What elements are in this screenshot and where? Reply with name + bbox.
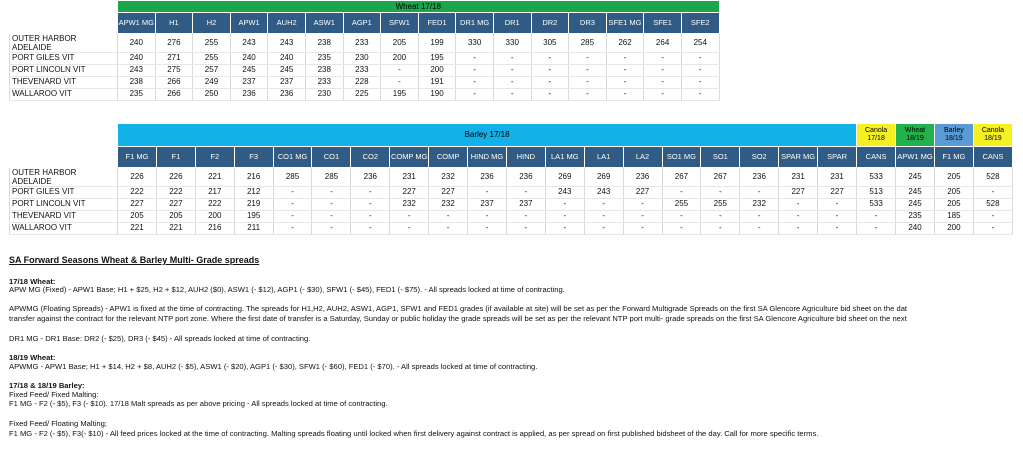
- price-cell: -: [545, 198, 584, 210]
- price-cell: 232: [429, 198, 468, 210]
- barley-col-header: LA1 MG: [545, 147, 584, 168]
- price-cell: -: [456, 64, 494, 76]
- price-cell: -: [493, 52, 531, 64]
- wheat-1819-line: APWMG - APW1 Base; H1 + $14, H2 + $8, AUH2 (- $5), ASW1 (- $20), AGP1 (- $30), SFW1 (- $60), FED1 (- $70). - All spreads locked at time of contracting.: [9, 362, 538, 371]
- canola-1718-title: Canola 17/18: [857, 124, 896, 147]
- price-cell: -: [312, 222, 351, 234]
- price-cell: 243: [584, 186, 623, 198]
- price-cell: 230: [343, 52, 381, 64]
- price-cell: -: [623, 210, 662, 222]
- price-cell: 227: [390, 186, 429, 198]
- price-cell: 235: [118, 88, 156, 100]
- price-cell: -: [381, 64, 419, 76]
- wheat-col-header: H2: [193, 13, 231, 34]
- price-cell: 285: [273, 168, 312, 187]
- price-cell: -: [644, 64, 682, 76]
- price-cell: -: [681, 88, 719, 100]
- price-cell: -: [569, 88, 607, 100]
- site-name: PORT GILES VIT: [10, 52, 118, 64]
- price-cell: -: [381, 76, 419, 88]
- price-cell: 267: [701, 168, 740, 187]
- barley-col-header: CO1: [312, 147, 351, 168]
- table-row: [10, 222, 1013, 234]
- price-cell: 221: [156, 222, 195, 234]
- barley-col-header: COMP MG: [390, 147, 429, 168]
- price-cell: -: [493, 76, 531, 88]
- price-cell: 255: [701, 198, 740, 210]
- price-cell: 528: [973, 198, 1012, 210]
- price-cell: -: [623, 222, 662, 234]
- price-cell: 199: [418, 34, 456, 53]
- price-cell: 200: [934, 222, 973, 234]
- price-cell: -: [584, 198, 623, 210]
- price-cell: 271: [155, 52, 193, 64]
- price-cell: 231: [390, 168, 429, 187]
- table-row: [10, 88, 720, 100]
- barley-heading: 17/18 & 18/19 Barley:: [9, 381, 85, 390]
- price-cell: -: [740, 186, 779, 198]
- wheat-col-header: AUH2: [268, 13, 306, 34]
- price-cell: 205: [934, 168, 973, 187]
- table-row: [10, 186, 1013, 198]
- price-cell: 233: [343, 64, 381, 76]
- price-cell: 205: [934, 198, 973, 210]
- price-cell: -: [531, 76, 569, 88]
- price-cell: -: [468, 210, 507, 222]
- price-cell: 533: [857, 198, 896, 210]
- price-cell: 235: [896, 210, 935, 222]
- price-cell: -: [623, 198, 662, 210]
- notes-title: SA Forward Seasons Wheat & Barley Multi- Grade spreads: [9, 255, 260, 265]
- price-cell: -: [429, 210, 468, 222]
- wheat-1718-line: APW MG (Fixed) - APW1 Base; H1 + $25, H2 + $12, AUH2 ($0), ASW1 (- $12), AGP1 (- $30), SFW1 (- $45), FED1 (- $75). - All spreads locked at time of contracting.: [9, 285, 565, 294]
- price-cell: 276: [155, 34, 193, 53]
- price-cell: -: [273, 198, 312, 210]
- price-cell: 232: [429, 168, 468, 187]
- price-cell: 330: [456, 34, 494, 53]
- price-cell: -: [701, 186, 740, 198]
- price-cell: 221: [195, 168, 234, 187]
- price-cell: -: [545, 222, 584, 234]
- price-cell: -: [662, 210, 701, 222]
- price-cell: -: [456, 88, 494, 100]
- price-cell: 227: [779, 186, 818, 198]
- price-cell: 216: [234, 168, 273, 187]
- price-cell: 216: [195, 222, 234, 234]
- price-cell: 236: [268, 88, 306, 100]
- barley-col-header: COMP: [429, 147, 468, 168]
- price-cell: -: [351, 186, 390, 198]
- barley-col-header: CO1 MG: [273, 147, 312, 168]
- price-cell: 200: [418, 64, 456, 76]
- price-cell: 237: [268, 76, 306, 88]
- price-cell: -: [351, 210, 390, 222]
- wheat-col-header: H1: [155, 13, 193, 34]
- price-cell: 195: [418, 52, 456, 64]
- price-cell: -: [468, 186, 507, 198]
- price-cell: 528: [973, 168, 1012, 187]
- price-cell: -: [312, 198, 351, 210]
- price-cell: 262: [606, 34, 644, 53]
- price-cell: -: [506, 222, 545, 234]
- price-cell: 245: [268, 64, 306, 76]
- price-cell: 190: [418, 88, 456, 100]
- price-cell: 222: [195, 198, 234, 210]
- price-cell: 255: [662, 198, 701, 210]
- site-name: PORT GILES VIT: [10, 186, 118, 198]
- price-cell: 205: [156, 210, 195, 222]
- site-name: THEVENARD VIT: [10, 76, 118, 88]
- wheat-col-header: SFE2: [681, 13, 719, 34]
- price-cell: 266: [155, 76, 193, 88]
- fixed-feed-heading: Fixed Feed/ Fixed Malting:: [9, 390, 99, 399]
- price-cell: 231: [779, 168, 818, 187]
- wheat-col-header: APW1 MG: [118, 13, 156, 34]
- price-cell: 305: [531, 34, 569, 53]
- barley-col-header: HIND MG: [468, 147, 507, 168]
- price-cell: -: [584, 210, 623, 222]
- price-cell: 243: [268, 34, 306, 53]
- price-cell: 212: [234, 186, 273, 198]
- price-cell: -: [818, 222, 857, 234]
- price-cell: 250: [193, 88, 231, 100]
- price-cell: -: [681, 76, 719, 88]
- price-cell: -: [606, 88, 644, 100]
- price-cell: -: [779, 222, 818, 234]
- price-cell: 232: [740, 198, 779, 210]
- price-cell: -: [701, 210, 740, 222]
- price-cell: -: [468, 222, 507, 234]
- barley-col-header: F1 MG: [118, 147, 157, 168]
- price-cell: 240: [896, 222, 935, 234]
- price-cell: -: [493, 64, 531, 76]
- wheat-table: [9, 0, 720, 101]
- price-cell: 233: [305, 76, 343, 88]
- price-cell: -: [818, 198, 857, 210]
- price-cell: 225: [343, 88, 381, 100]
- price-cell: 185: [934, 210, 973, 222]
- price-cell: 195: [234, 210, 273, 222]
- barley-col-header: APW1 MG: [896, 147, 935, 168]
- price-cell: -: [456, 52, 494, 64]
- price-cell: 236: [506, 168, 545, 187]
- price-cell: 255: [193, 34, 231, 53]
- wheat-col-header: DR1: [493, 13, 531, 34]
- price-cell: 236: [623, 168, 662, 187]
- price-cell: -: [390, 210, 429, 222]
- wheat-col-header: DR3: [569, 13, 607, 34]
- barley-col-header: SPAR MG: [779, 147, 818, 168]
- wheat-col-header: APW1: [230, 13, 268, 34]
- table-row: [10, 52, 720, 64]
- price-cell: 238: [305, 64, 343, 76]
- barley-col-header: F3: [234, 147, 273, 168]
- price-cell: 230: [305, 88, 343, 100]
- price-cell: 236: [468, 168, 507, 187]
- price-cell: -: [531, 64, 569, 76]
- price-cell: 236: [230, 88, 268, 100]
- price-cell: -: [569, 52, 607, 64]
- floating-malting-line: F1 MG - F2 (- $5), F3(- $10) - All feed prices locked at the time of contracting. Malting spreads floating until locked when first delivery against contract is applied, as per spread on first published bidsheet of the day. Call for more specific terms.: [9, 429, 819, 438]
- price-cell: 217: [195, 186, 234, 198]
- site-name: WALLAROO VIT: [10, 88, 118, 100]
- price-cell: 221: [118, 222, 157, 234]
- price-cell: 238: [118, 76, 156, 88]
- price-cell: 245: [896, 186, 935, 198]
- price-cell: 240: [268, 52, 306, 64]
- price-cell: -: [857, 222, 896, 234]
- price-cell: 245: [896, 198, 935, 210]
- price-cell: 254: [681, 34, 719, 53]
- price-cell: 227: [818, 186, 857, 198]
- price-cell: 191: [418, 76, 456, 88]
- barley-col-header: F1 MG: [934, 147, 973, 168]
- price-cell: 249: [193, 76, 231, 88]
- price-cell: 237: [468, 198, 507, 210]
- apwmg-line-2: transfer against the contract for the relevant NTP port zone. Where the first date of transfer is a Saturday, Sunday or public holiday the grade spreads will be set as per the relevant NTP port multi- grade spreads on the first SA Glencore Agriculture bid sheet on the next: [9, 314, 907, 323]
- site-name: OUTER HARBOR ADELAIDE: [10, 34, 118, 53]
- price-cell: -: [606, 76, 644, 88]
- barley-col-header: SO1: [701, 147, 740, 168]
- price-cell: 231: [818, 168, 857, 187]
- price-cell: 226: [156, 168, 195, 187]
- table-row: [10, 64, 720, 76]
- price-cell: 285: [569, 34, 607, 53]
- fixed-feed-line: F1 MG - F2 (- $5), F3 (- $10). 17/18 Malt spreads as per above pricing - All spreads locked at time of contracting.: [9, 399, 388, 408]
- barley-group-title: Barley 17/18: [118, 124, 857, 147]
- barley-col-header: CANS: [973, 147, 1012, 168]
- price-cell: 200: [381, 52, 419, 64]
- barley-col-header: F1: [156, 147, 195, 168]
- barley-1819-title: Barley 18/19: [934, 124, 973, 147]
- price-cell: -: [662, 186, 701, 198]
- table-row: [10, 198, 1013, 210]
- price-cell: 232: [390, 198, 429, 210]
- price-cell: -: [273, 186, 312, 198]
- price-cell: 513: [857, 186, 896, 198]
- price-cell: 285: [312, 168, 351, 187]
- table-row: [10, 34, 720, 53]
- price-cell: 275: [155, 64, 193, 76]
- price-cell: 200: [195, 210, 234, 222]
- dr1-line: DR1 MG - DR1 Base: DR2 (- $25), DR3 (- $45) - All spreads locked at time of contracting.: [9, 334, 311, 343]
- wheat-col-header: SFE1: [644, 13, 682, 34]
- price-cell: -: [312, 210, 351, 222]
- barley-col-header: LA1: [584, 147, 623, 168]
- price-cell: -: [390, 222, 429, 234]
- price-cell: -: [681, 52, 719, 64]
- price-cell: 240: [230, 52, 268, 64]
- price-cell: 211: [234, 222, 273, 234]
- price-cell: -: [506, 210, 545, 222]
- price-cell: -: [456, 76, 494, 88]
- table-row: [10, 76, 720, 88]
- price-cell: -: [644, 88, 682, 100]
- wheat-col-header: DR1 MG: [456, 13, 494, 34]
- wheat-col-header: SFW1: [381, 13, 419, 34]
- price-cell: -: [740, 210, 779, 222]
- price-cell: -: [506, 186, 545, 198]
- wheat-col-header: ASW1: [305, 13, 343, 34]
- price-cell: -: [857, 210, 896, 222]
- table-row: [10, 168, 1013, 187]
- price-cell: 227: [623, 186, 662, 198]
- price-cell: 245: [230, 64, 268, 76]
- wheat-col-header: AGP1: [343, 13, 381, 34]
- price-cell: 227: [429, 186, 468, 198]
- price-cell: 236: [351, 168, 390, 187]
- price-cell: 236: [740, 168, 779, 187]
- price-cell: -: [681, 64, 719, 76]
- price-cell: 235: [305, 52, 343, 64]
- site-name: WALLAROO VIT: [10, 222, 118, 234]
- canola-1819-title: Canola 18/19: [973, 124, 1012, 147]
- site-name: OUTER HARBOR ADELAIDE: [10, 168, 118, 187]
- price-cell: -: [973, 222, 1012, 234]
- price-cell: 264: [644, 34, 682, 53]
- price-cell: -: [273, 210, 312, 222]
- price-cell: 266: [155, 88, 193, 100]
- site-name: THEVENARD VIT: [10, 210, 118, 222]
- price-cell: 255: [193, 52, 231, 64]
- price-cell: -: [779, 198, 818, 210]
- price-cell: 205: [381, 34, 419, 53]
- price-cell: -: [351, 222, 390, 234]
- wheat-col-header: DR2: [531, 13, 569, 34]
- price-cell: 243: [545, 186, 584, 198]
- price-cell: 240: [118, 52, 156, 64]
- price-cell: -: [973, 210, 1012, 222]
- price-cell: 267: [662, 168, 701, 187]
- price-cell: 330: [493, 34, 531, 53]
- wheat-1819-heading: 18/19 Wheat:: [9, 353, 56, 362]
- price-cell: -: [606, 64, 644, 76]
- site-name: PORT LINCOLN VIT: [10, 64, 118, 76]
- price-cell: -: [569, 64, 607, 76]
- price-cell: 243: [230, 34, 268, 53]
- wheat-group-title: Wheat 17/18: [118, 1, 720, 13]
- price-cell: -: [973, 186, 1012, 198]
- wheat-col-header: SFE1 MG: [606, 13, 644, 34]
- price-cell: -: [818, 210, 857, 222]
- price-cell: 219: [234, 198, 273, 210]
- price-cell: 269: [584, 168, 623, 187]
- price-cell: 195: [381, 88, 419, 100]
- barley-table: [9, 123, 1013, 235]
- price-cell: 245: [896, 168, 935, 187]
- barley-col-header: SO1 MG: [662, 147, 701, 168]
- floating-malting-heading: Fixed Feed/ Floating Malting;: [9, 419, 107, 428]
- price-cell: -: [531, 88, 569, 100]
- barley-col-header: F2: [195, 147, 234, 168]
- price-cell: -: [701, 222, 740, 234]
- price-cell: -: [531, 52, 569, 64]
- barley-col-header: CANS: [857, 147, 896, 168]
- barley-col-header: LA2: [623, 147, 662, 168]
- barley-col-header: SPAR: [818, 147, 857, 168]
- price-cell: 533: [857, 168, 896, 187]
- price-cell: -: [429, 222, 468, 234]
- price-cell: 228: [343, 76, 381, 88]
- price-cell: 269: [545, 168, 584, 187]
- price-cell: -: [312, 186, 351, 198]
- price-cell: -: [584, 222, 623, 234]
- wheat-1718-heading: 17/18 Wheat:: [9, 277, 56, 286]
- price-cell: -: [351, 198, 390, 210]
- site-name: PORT LINCOLN VIT: [10, 198, 118, 210]
- price-cell: 226: [118, 168, 157, 187]
- barley-col-header: HIND: [506, 147, 545, 168]
- wheat-1819-title: Wheat 18/19: [896, 124, 935, 147]
- price-cell: -: [545, 210, 584, 222]
- price-cell: -: [644, 76, 682, 88]
- price-cell: -: [662, 222, 701, 234]
- price-cell: -: [779, 210, 818, 222]
- price-cell: 238: [305, 34, 343, 53]
- price-cell: 237: [230, 76, 268, 88]
- price-cell: 257: [193, 64, 231, 76]
- price-cell: 222: [156, 186, 195, 198]
- price-cell: 240: [118, 34, 156, 53]
- price-cell: 237: [506, 198, 545, 210]
- price-cell: 243: [118, 64, 156, 76]
- price-cell: -: [569, 76, 607, 88]
- price-cell: -: [493, 88, 531, 100]
- price-cell: 233: [343, 34, 381, 53]
- price-cell: 227: [156, 198, 195, 210]
- price-cell: 222: [118, 186, 157, 198]
- price-cell: -: [644, 52, 682, 64]
- barley-col-header: SO2: [740, 147, 779, 168]
- price-cell: 205: [118, 210, 157, 222]
- table-row: [10, 210, 1013, 222]
- price-cell: -: [740, 222, 779, 234]
- wheat-col-header: FED1: [418, 13, 456, 34]
- price-cell: 227: [118, 198, 157, 210]
- apwmg-line-1: APWMG (Floating Spreads) - APW1 is fixed at the time of contracting. The spreads for H1,H2, AUH2, ASW1, AGP1, SFW1 and FED1 grades (if available at site) will be set as per the Forward Multigrade Spreads on the first SA Glencore Agriculture bid sheet on the dat: [9, 304, 908, 313]
- barley-col-header: CO2: [351, 147, 390, 168]
- price-cell: -: [606, 52, 644, 64]
- price-cell: 205: [934, 186, 973, 198]
- price-cell: -: [273, 222, 312, 234]
